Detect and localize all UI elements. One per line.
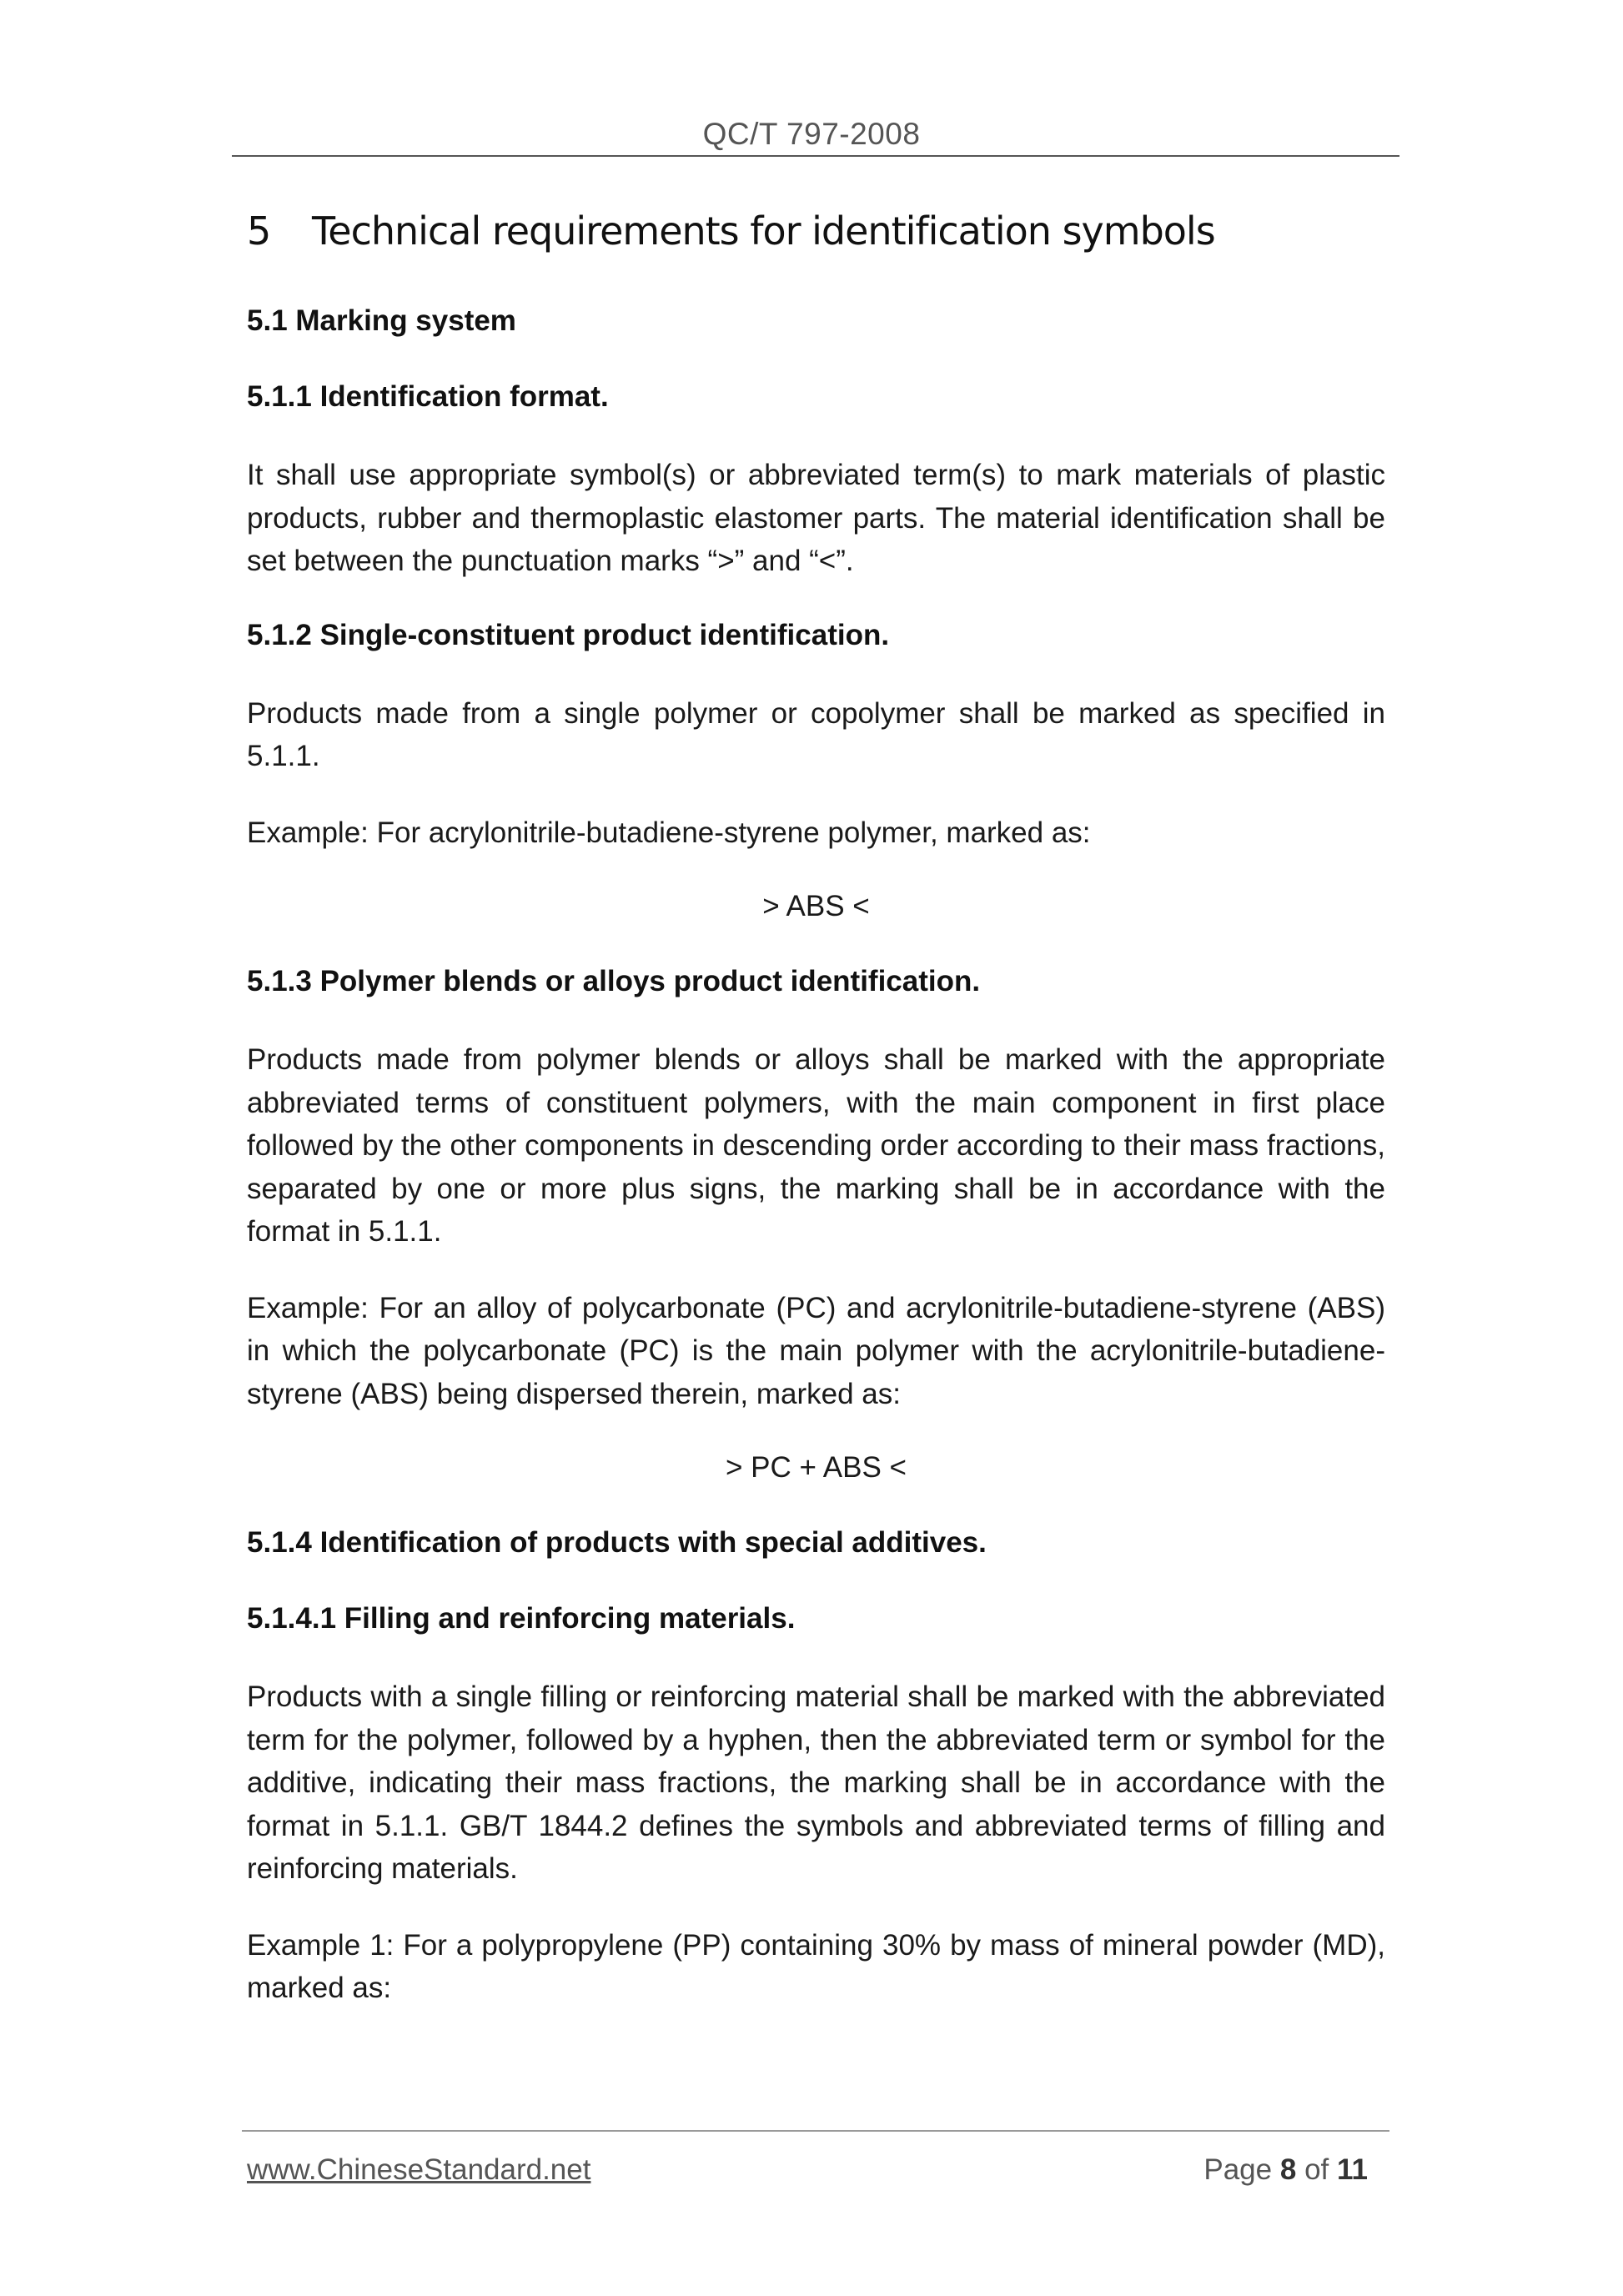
marking-example-abs: > ABS <: [762, 890, 870, 922]
section-number: 5: [247, 208, 271, 254]
document-body: [247, 208, 1385, 2040]
example-text-5-1-2: Example: For acrylonitrile-butadiene-styrene polymer, marked as:: [247, 816, 1091, 849]
page-prefix: Page: [1203, 2153, 1273, 2186]
subsection-heading-5-1: 5.1 Marking system: [247, 304, 516, 337]
clause-text-5-1-2: Products made from a single polymer or copolymer shall be marked as specified in 5.1.1.: [247, 696, 1385, 772]
page-of: of: [1304, 2153, 1329, 2186]
footer-divider: [242, 2130, 1389, 2132]
clause-text-5-1-3: Products made from polymer blends or alloys shall be marked with the appropriate abbreviated terms of constituent polymers, with the main component in first place followed by the other components in descending order according to their mass fractions, separated by one or more plus signs, the marking shall be in accordance with the format in 5.1.1.: [247, 1043, 1385, 1248]
website-link[interactable]: www.ChineseStandard.net: [247, 2153, 591, 2186]
clause-heading-5-1-3: 5.1.3 Polymer blends or alloys product identification.: [247, 965, 981, 997]
clause-heading-5-1-2: 5.1.2 Single-constituent product identification.: [247, 618, 890, 651]
clause-heading-5-1-4-1: 5.1.4.1 Filling and reinforcing materials.: [247, 1602, 796, 1635]
clause-text-5-1-1: It shall use appropriate symbol(s) or abbreviated term(s) to mark materials of plastic products, rubber and thermoplastic elastomer parts. The material identification shall be set between the punctuation marks “>” and “<”.: [247, 459, 1385, 577]
clause-heading-5-1-1: 5.1.1 Identification format.: [247, 380, 609, 413]
page-current: 8: [1279, 2153, 1297, 2186]
example-text-5-1-4-1: Example 1: For a polypropylene (PP) containing 30% by mass of mineral powder (MD), marked as:: [247, 1928, 1385, 2004]
page-number: [1203, 2153, 1368, 2187]
document-code-header: QC/T 797-2008: [702, 117, 921, 151]
clause-heading-5-1-4: 5.1.4 Identification of products with special additives.: [247, 1526, 987, 1559]
header-divider: [232, 155, 1399, 157]
clause-text-5-1-4-1: Products with a single filling or reinforcing material shall be marked with the abbreviated term for the polymer, followed by a hyphen, then the abbreviated term or symbol for the additive, indicating their mass fractions, the marking shall be in accordance with the format in 5.1.1. GB/T 1844.2 defines the symbols and abbreviated terms of filling and reinforcing materials.: [247, 1681, 1385, 1885]
section-heading: [247, 208, 1385, 254]
example-text-5-1-3: Example: For an alloy of polycarbonate (PC) and acrylonitrile-butadiene-styrene (ABS) in which the polycarbonate (PC) is the main polymer with the acrylonitrile-butadiene-styrene (ABS) being dispersed therein, marked as:: [247, 1291, 1385, 1410]
section-title: Technical requirements for identification symbols: [312, 208, 1215, 254]
page-total: 11: [1337, 2153, 1368, 2186]
marking-example-pc-abs: > PC + ABS <: [726, 1451, 907, 1484]
